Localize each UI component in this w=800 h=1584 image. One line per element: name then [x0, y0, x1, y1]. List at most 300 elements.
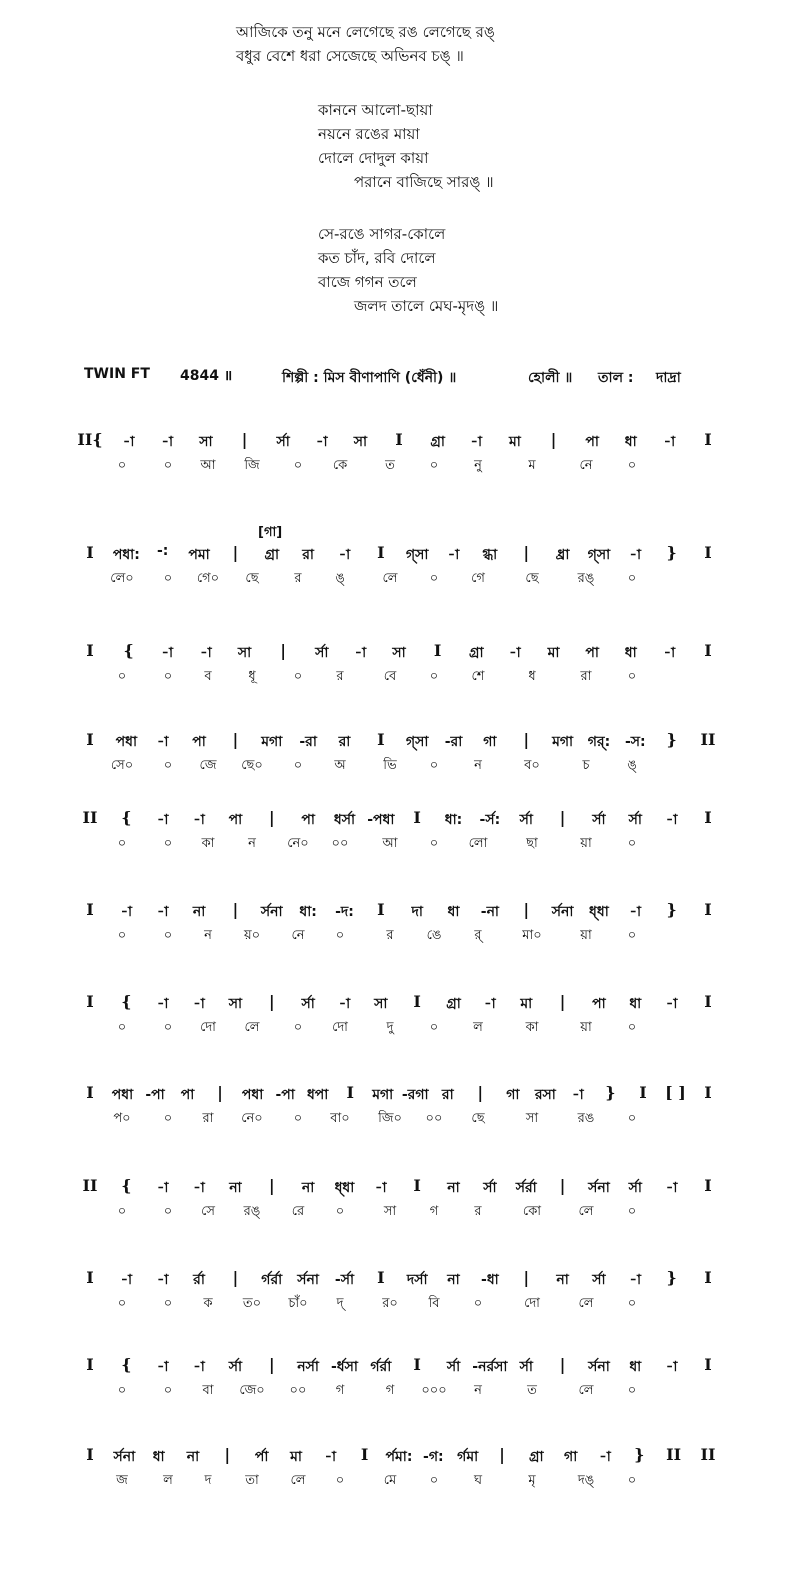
swara-note: -ধা: [481, 1272, 499, 1288]
swara-note: -া: [193, 1359, 205, 1375]
swara-note: ধর্সা: [333, 812, 356, 828]
swara-note: -া: [156, 1272, 169, 1288]
lyric-syllable: ০: [627, 669, 637, 684]
lyric-syllable: ম: [528, 458, 536, 473]
lyric-syllable: রে: [291, 1204, 305, 1219]
bar-line: I: [86, 730, 94, 749]
swara-note: ধা: [152, 1449, 165, 1465]
swara-note: র্সা: [228, 1359, 243, 1375]
swara-note: -:: [156, 543, 169, 559]
swara-note: মগা: [261, 734, 283, 750]
lyric-syllable: জি: [244, 458, 260, 473]
swara-note: রা: [338, 734, 351, 750]
lyric-syllable: দো: [200, 1020, 216, 1035]
swara-note: পা: [592, 996, 606, 1012]
bar-line: I: [86, 992, 94, 1011]
bar-line: II{: [77, 430, 103, 449]
lyric-syllable: কা: [525, 1020, 539, 1035]
lyric-syllable: ত০: [242, 1296, 262, 1311]
swara-note: -া: [629, 904, 642, 920]
bar-line: I: [433, 641, 442, 660]
lyric-syllable: রঙ্: [243, 1204, 261, 1219]
lyric-syllable: ০: [163, 758, 173, 773]
lyric-syllable: দু: [386, 1020, 394, 1035]
swara-note: গ্সা: [405, 734, 429, 750]
lyric-syllable: লে: [578, 1383, 594, 1398]
verse-line: নয়নে রঙের মায়া: [318, 125, 420, 143]
lyric-syllable: ০: [117, 1383, 127, 1398]
record-number: 4844 ॥: [180, 368, 233, 384]
verse-line: কত চাঁদ, রবি দোলে: [318, 249, 436, 267]
lyric-syllable: গ: [429, 1204, 439, 1219]
lyric-syllable: ০০০: [421, 1383, 447, 1398]
bar-line: II: [82, 808, 98, 827]
swara-note: ধা:: [444, 812, 463, 828]
lyric-syllable: ০: [293, 1020, 303, 1035]
swara-note: গ্সা: [405, 547, 429, 563]
swara-note: -া: [161, 434, 174, 450]
bar-line: I: [704, 808, 712, 827]
verse-2: [318, 98, 494, 194]
bar-line: }: [666, 730, 677, 749]
swara-note: -া: [629, 1272, 642, 1288]
swara-note: পা: [228, 812, 243, 828]
lyric-syllable: ত: [527, 1383, 537, 1398]
bar-line: I: [86, 900, 94, 919]
bar-line: |: [559, 808, 566, 827]
swara-note: -া: [156, 996, 169, 1012]
swara-note: র্সা: [519, 1359, 533, 1375]
bar-line: I: [346, 1083, 354, 1102]
record-info: [84, 366, 724, 390]
swara-note: -া: [572, 1087, 584, 1103]
lyric-syllable: ০: [429, 836, 439, 851]
swara-note: পমা: [188, 547, 210, 563]
bar-line: I: [86, 543, 94, 562]
bar-line: I: [360, 1445, 369, 1464]
verse-line: জলদ তালে মেঘ-মৃদঙ্ ॥: [354, 297, 499, 315]
swara-note: র্সা: [276, 434, 290, 450]
swara-note: -পা: [145, 1087, 165, 1103]
swara-note: মা: [520, 996, 533, 1012]
lyric-syllable: ব০: [524, 758, 540, 773]
bar-line: I: [395, 430, 403, 449]
lyric-syllable: র: [294, 571, 302, 586]
lyric-syllable: ০: [163, 1204, 173, 1219]
lyric-syllable: ন: [474, 758, 482, 773]
notation-row: [0, 1176, 800, 1236]
lyric-syllable: নে০: [287, 836, 309, 851]
lyric-syllable: বা০: [330, 1111, 350, 1126]
lyric-syllable: নু: [474, 458, 482, 473]
lyric-syllable: ০: [335, 1473, 345, 1488]
swara-note: সা: [353, 434, 368, 450]
lyric-syllable: ০: [429, 458, 439, 473]
swara-note: সা: [392, 645, 406, 661]
lyric-syllable: ঙে: [426, 928, 442, 943]
swara-note: ধপা: [306, 1087, 329, 1103]
notation-row: [0, 641, 800, 701]
bar-line: I: [413, 808, 421, 827]
lyric-syllable: ল: [163, 1473, 173, 1488]
swara-note: না: [447, 1180, 460, 1196]
swara-note: র্সনা: [113, 1449, 136, 1465]
swara-note: না: [229, 1180, 242, 1196]
lyric-syllable: নে: [291, 928, 305, 943]
swara-note: নর্সা: [297, 1359, 319, 1375]
swara-note: সা: [228, 996, 243, 1012]
lyric-syllable: নে: [579, 458, 593, 473]
lyric-syllable: ০: [163, 836, 173, 851]
lyric-syllable: ন: [474, 1383, 482, 1398]
artist-name: শিল্পী : মিস বীণাপাণি (ধেঁনী) ॥: [282, 370, 457, 386]
lyric-syllable: লে: [290, 1473, 306, 1488]
bar-line: |: [523, 543, 530, 562]
swara-note: পা: [585, 645, 599, 661]
bar-line: |: [268, 808, 275, 827]
lyric-syllable: ন: [204, 928, 212, 943]
swara-note: না: [447, 1272, 460, 1288]
lyric-syllable: ০: [163, 669, 173, 684]
swara-note: র্গর্রা: [261, 1272, 283, 1288]
lyric-syllable: রা: [580, 669, 592, 684]
swara-note: গ্ধা: [482, 547, 498, 563]
bar-line: I: [377, 730, 385, 749]
genre: হোলী ॥: [528, 370, 573, 386]
lyric-syllable: ০: [163, 1296, 173, 1311]
bar-line: I: [704, 543, 712, 562]
bar-line: {: [121, 1176, 132, 1195]
verse-line: সে-রঙে সাগর-কোলে: [318, 225, 446, 243]
notation-row: [0, 808, 800, 868]
verse-line: কাননে আলো-ছায়া: [318, 101, 433, 119]
bar-line: II: [82, 1176, 98, 1195]
lyric-syllable: তা: [245, 1473, 259, 1488]
swara-note: গ্রা: [430, 434, 445, 450]
bar-line: II: [666, 1445, 682, 1464]
lyric-syllable: ০: [627, 1383, 637, 1398]
swara-note: -া: [470, 434, 483, 450]
swara-note: -দ:: [335, 904, 354, 920]
lyric-syllable: ছে: [471, 1111, 485, 1126]
swara-note: না: [301, 1180, 315, 1196]
lyric-syllable: ০: [429, 1473, 439, 1488]
swara-note: র্সা: [483, 1180, 497, 1196]
swara-note: গ্রা: [446, 996, 461, 1012]
notation-row: [0, 1268, 800, 1328]
bar-line: |: [232, 543, 239, 562]
notation-row: [0, 525, 800, 603]
bar-line: |: [217, 1083, 224, 1102]
bar-line: }: [634, 1445, 645, 1464]
lyric-syllable: য়০: [243, 928, 261, 943]
swara-note: -া: [665, 1359, 678, 1375]
lyric-syllable: রা: [202, 1111, 214, 1126]
bar-line: I: [704, 1176, 712, 1195]
lyric-syllable: য়া: [580, 928, 592, 943]
swara-note: গা: [483, 734, 497, 750]
swara-note: ধা: [629, 996, 642, 1012]
lyric-syllable: দ্: [336, 1296, 344, 1311]
swara-note: র্সনা: [260, 904, 283, 920]
lyric-syllable: ০০: [331, 836, 349, 851]
swara-note: -া: [484, 996, 496, 1012]
lyric-syllable: ০: [163, 1111, 173, 1126]
verse-3: [318, 222, 498, 318]
lyric-syllable: ০: [293, 1111, 303, 1126]
swara-note: -া: [156, 734, 169, 750]
lyric-syllable: দো: [524, 1296, 540, 1311]
lyric-syllable: ০: [117, 1296, 127, 1311]
swara-note: র্সর্রা: [515, 1180, 537, 1196]
bar-line: I: [704, 900, 712, 919]
lyric-syllable: ০: [163, 928, 173, 943]
swara-note: র্পমা:: [385, 1449, 413, 1465]
bar-line: I: [86, 1083, 94, 1102]
lyric-syllable: ০: [163, 1383, 173, 1398]
swara-note: -া: [161, 645, 174, 661]
bar-line: |: [232, 900, 239, 919]
lyric-syllable: রঙ্: [577, 571, 595, 586]
bar-line: I: [704, 1355, 712, 1374]
lyric-syllable: য়া: [580, 1020, 592, 1035]
swara-note: সা: [199, 434, 213, 450]
lyric-syllable: র: [336, 669, 344, 684]
swara-note: গর্:: [587, 734, 611, 750]
swara-note: -া: [200, 645, 212, 661]
swara-note: র্সা: [628, 1180, 642, 1196]
swara-note: র্সা: [592, 812, 606, 828]
bar-line: |: [241, 430, 248, 449]
swara-note: -া: [338, 996, 351, 1012]
lyric-syllable: সে০: [110, 758, 134, 773]
lyric-syllable: আ: [200, 458, 216, 473]
swara-note: র্পা: [254, 1449, 269, 1465]
bar-line: I: [86, 1355, 94, 1374]
swara-note: -া: [193, 1180, 205, 1196]
swara-note: -া: [338, 547, 351, 563]
swara-note: ধ্ধা: [589, 904, 609, 920]
bar-line: II: [700, 1445, 716, 1464]
swara-note: না: [186, 1449, 200, 1465]
lyric-syllable: লে০: [110, 571, 134, 586]
swara-note: মা: [508, 434, 521, 450]
swara-note: -া: [629, 547, 642, 563]
lyric-syllable: ০: [293, 758, 303, 773]
swara-note: গ্সা: [587, 547, 611, 563]
bar-line: |: [268, 1355, 275, 1374]
swara-note: -র্স:: [479, 812, 501, 828]
lyric-syllable: ন: [248, 836, 256, 851]
swara-note: র্সনা: [588, 1359, 610, 1375]
lyric-syllable: ০: [163, 458, 173, 473]
notation-row: [0, 1445, 800, 1505]
bar-line: {: [121, 992, 132, 1011]
bar-line: |: [268, 1176, 275, 1195]
lyric-syllable: জ: [116, 1473, 128, 1488]
lyric-syllable: দো: [332, 1020, 348, 1035]
lyric-syllable: ০: [627, 1111, 637, 1126]
bar-line: }: [666, 543, 677, 562]
lyric-syllable: নে০: [241, 1111, 263, 1126]
bar-line: [ ]: [665, 1083, 686, 1102]
lyric-syllable: কো: [522, 1204, 542, 1219]
lyric-syllable: ০: [117, 669, 127, 684]
lyric-syllable: চ: [582, 758, 590, 773]
lyric-syllable: অ: [334, 758, 346, 773]
notation-row: [0, 900, 800, 960]
swara-note: মগা: [552, 734, 574, 750]
swara-note: পধা:: [112, 547, 140, 563]
bar-line: I: [413, 1176, 421, 1195]
lyric-syllable: ০: [117, 1020, 127, 1035]
swara-note: -া: [120, 1272, 133, 1288]
notation-row: [0, 430, 800, 490]
lyric-syllable: ছে: [525, 571, 539, 586]
lyric-syllable: ০: [335, 1204, 345, 1219]
bar-line: I: [377, 543, 385, 562]
bar-line: |: [232, 730, 239, 749]
lyric-syllable: ০: [117, 1204, 127, 1219]
lyric-syllable: ছে: [245, 571, 259, 586]
swara-note: -া: [354, 645, 367, 661]
lyric-syllable: সে: [201, 1204, 215, 1219]
lyric-syllable: ০: [627, 1296, 637, 1311]
swara-note: রসা: [534, 1087, 556, 1103]
swara-note: -া: [156, 904, 169, 920]
lyric-syllable: আ: [382, 836, 398, 851]
swara-note: -না: [480, 904, 499, 920]
lyric-syllable: চাঁ০: [288, 1296, 308, 1311]
swara-note: র্সা: [446, 1359, 461, 1375]
notation-row: [0, 992, 800, 1052]
lyric-syllable: গে০: [196, 571, 220, 586]
bar-line: I: [704, 992, 712, 1011]
lyric-syllable: ০: [429, 1020, 439, 1035]
swara-note: -া: [599, 1449, 611, 1465]
lyric-syllable: প০: [113, 1111, 131, 1126]
swara-note: র্গমা: [457, 1449, 479, 1465]
swara-note: সা: [237, 645, 252, 661]
swara-note: -রগা: [401, 1087, 429, 1103]
lyric-syllable: ছে০: [241, 758, 263, 773]
swara-note: মা: [547, 645, 560, 661]
swara-note: গা: [564, 1449, 578, 1465]
swara-note: -নর্রসা: [472, 1359, 508, 1375]
swara-note: দা: [411, 904, 423, 920]
lyric-syllable: ০: [627, 1020, 637, 1035]
swara-note: -া: [120, 904, 133, 920]
bar-line: |: [559, 992, 566, 1011]
lyric-syllable: বি: [428, 1296, 440, 1311]
notation-row: [0, 1355, 800, 1415]
annotation: [গা]: [258, 525, 283, 540]
lyric-syllable: রঙ: [577, 1111, 595, 1126]
lyric-syllable: ল: [473, 1020, 483, 1035]
swara-note: সা: [374, 996, 388, 1012]
lyric-syllable: য়া: [580, 836, 592, 851]
bar-line: I: [86, 1445, 94, 1464]
lyric-syllable: লে: [244, 1020, 260, 1035]
swara-note: দর্সা: [406, 1272, 428, 1288]
swara-note: -রা: [444, 734, 463, 750]
swara-note: পধা: [111, 1087, 134, 1103]
swara-note: না: [192, 904, 206, 920]
lyric-syllable: ব: [204, 669, 212, 684]
swara-note: ধা: [624, 645, 637, 661]
lyric-syllable: ধ: [528, 669, 536, 684]
lyric-syllable: ধূ: [248, 669, 256, 684]
notation-row: [0, 730, 800, 790]
swara-note: র্সনা: [297, 1272, 319, 1288]
bar-line: I: [413, 992, 421, 1011]
swara-note: পা: [192, 734, 206, 750]
swara-note: -া: [315, 434, 328, 450]
record-label: TWIN FT: [84, 366, 150, 382]
bar-line: I: [704, 430, 712, 449]
bar-line: |: [232, 1268, 239, 1287]
lyric-syllable: ঙ্: [627, 758, 637, 773]
swara-note: -া: [663, 434, 676, 450]
lyric-syllable: ০: [627, 571, 637, 586]
swara-note: -া: [156, 1359, 169, 1375]
lyric-syllable: ০: [627, 458, 637, 473]
lyric-syllable: গে: [471, 571, 485, 586]
lyric-syllable: কে: [332, 458, 348, 473]
swara-note: -স:: [624, 734, 646, 750]
lyric-syllable: সা: [525, 1111, 539, 1126]
lyric-syllable: ত: [385, 458, 395, 473]
swara-note: র্সা: [628, 812, 642, 828]
swara-note: রা: [302, 547, 314, 563]
lyric-syllable: র: [386, 928, 394, 943]
verse-line: পরানে বাজিছে সারঙ্ ॥: [354, 173, 494, 191]
verse-line: বাজে গগন তলে: [318, 273, 417, 291]
bar-line: |: [523, 1268, 530, 1287]
bar-line: |: [559, 1355, 566, 1374]
lyric-syllable: ছা: [526, 836, 538, 851]
swara-note: পা: [301, 812, 315, 828]
lyric-syllable: জে০: [239, 1383, 265, 1398]
lyric-syllable: ০: [335, 928, 345, 943]
bar-line: I: [377, 900, 385, 919]
swara-note: র্সা: [519, 812, 533, 828]
lyric-syllable: ০: [163, 571, 173, 586]
swara-note: -া: [122, 434, 135, 450]
verse-1: [236, 20, 495, 68]
lyric-syllable: দঙ্: [577, 1473, 595, 1488]
lyric-syllable: ০: [627, 1204, 637, 1219]
swara-note: -র্সা: [334, 1272, 355, 1288]
swara-note: রা: [441, 1087, 454, 1103]
lyric-syllable: ভি: [383, 758, 397, 773]
swara-note: গ্রা: [468, 645, 484, 661]
bar-line: }: [666, 1268, 677, 1287]
bar-line: {: [123, 641, 134, 660]
lyric-syllable: মৃ: [528, 1473, 536, 1488]
lyric-syllable: লে: [578, 1296, 594, 1311]
lyric-syllable: ০: [117, 928, 127, 943]
swara-note: মগা: [372, 1087, 394, 1103]
verse-line: বধুর বেশে ধরা সেজেছে অভিনব চঙ্ ॥: [236, 47, 464, 65]
swara-note: -া: [665, 812, 678, 828]
swara-note: -া: [375, 1180, 387, 1196]
bar-line: I: [704, 641, 712, 660]
swara-note: ধা: [447, 904, 460, 920]
swara-note: র্সা: [301, 996, 315, 1012]
lyric-syllable: শে: [471, 669, 485, 684]
lyric-syllable: কা: [201, 836, 215, 851]
